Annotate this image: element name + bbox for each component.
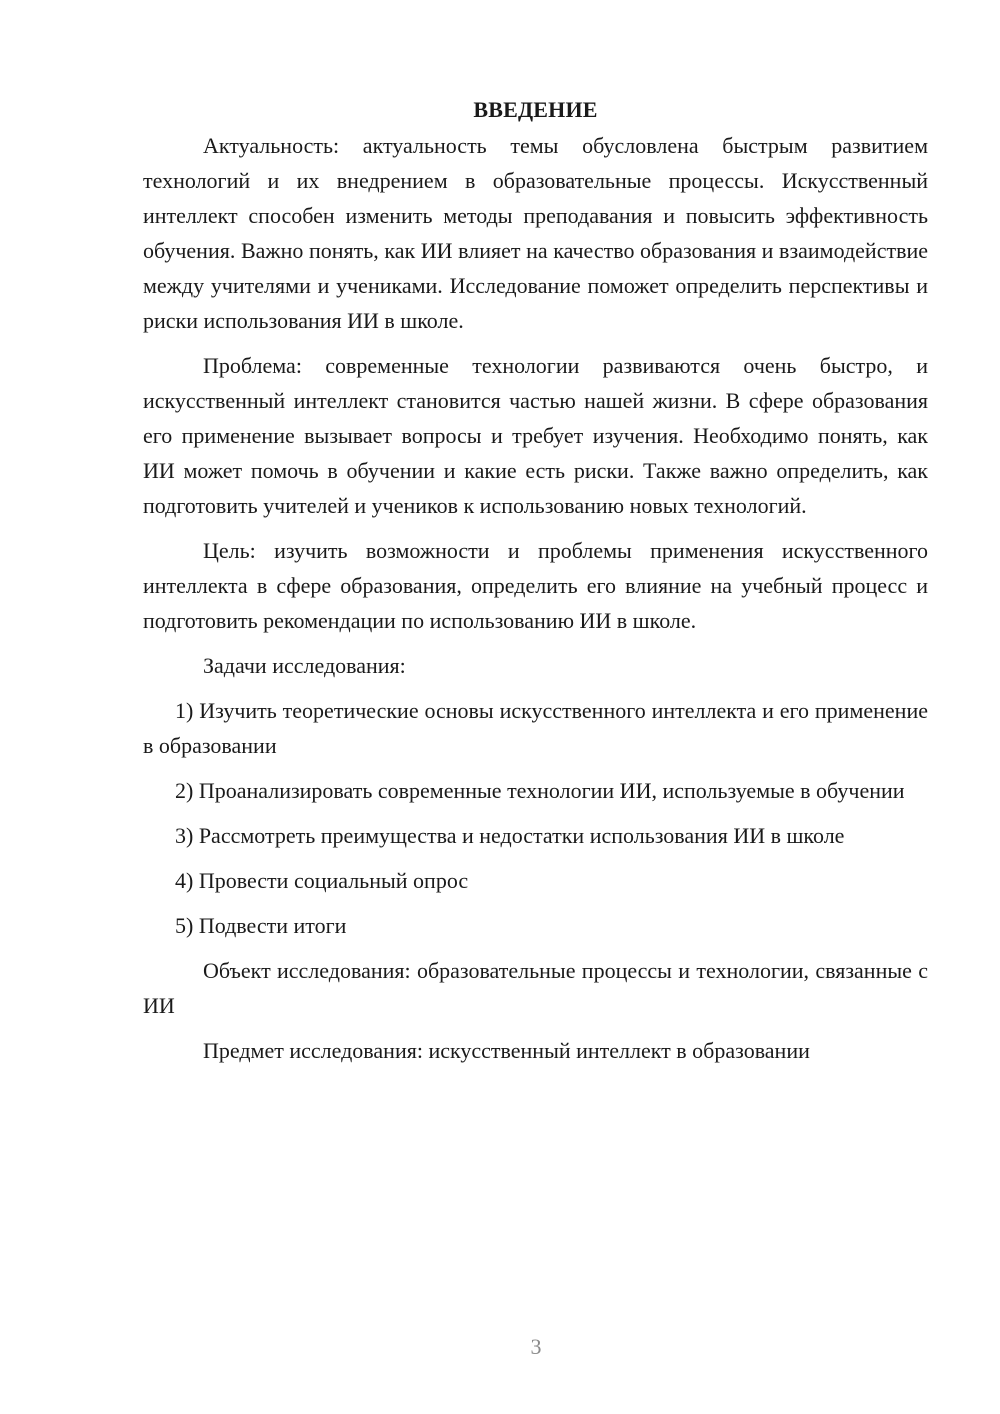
task-item-2: 2) Проанализировать современные технологии ИИ, используемые в обучении: [175, 778, 905, 803]
object-paragraph: Объект исследования: образовательные процессы и технологии, связанные с ИИ: [143, 958, 928, 1018]
page-number: 3: [530, 1334, 542, 1359]
task-item-4: 4) Провести социальный опрос: [175, 868, 469, 893]
problem-paragraph: Проблема: современные технологии развиваются очень быстро, и искусственный интеллект становится частью нашей жизни. В сфере образования его применение вызывает вопросы и требует изучения. Необходимо понять, как ИИ может помочь в обучении и какие есть риски. Также важно определить, как подготовить учителей и учеников к использованию новых технологий.: [143, 353, 928, 518]
subject-paragraph: Предмет исследования: искусственный интеллект в образовании: [203, 1038, 810, 1063]
task-item-5: 5) Подвести итоги: [175, 913, 347, 938]
goal-paragraph: Цель: изучить возможности и проблемы применения искусственного интеллекта в сфере образования, определить его влияние на учебный процесс и подготовить рекомендации по использованию ИИ в школе.: [143, 538, 928, 633]
tasks-heading: Задачи исследования:: [203, 653, 406, 678]
page-title: ВВЕДЕНИЕ: [473, 97, 598, 122]
task-item-1: 1) Изучить теоретические основы искусственного интеллекта и его применение в образовании: [143, 698, 928, 758]
task-item-3: 3) Рассмотреть преимущества и недостатки использования ИИ в школе: [175, 823, 845, 848]
document-content: [143, 92, 928, 1078]
relevance-paragraph: Актуальность: актуальность темы обусловлена быстрым развитием технологий и их внедрением в образовательные процессы. Искусственный интеллект способен изменить методы преподавания и повысить эффективность обучения. Важно понять, как ИИ влияет на качество образования и взаимодействие между учителями и учениками. Исследование поможет определить перспективы и риски использования ИИ в школе.: [143, 133, 928, 333]
